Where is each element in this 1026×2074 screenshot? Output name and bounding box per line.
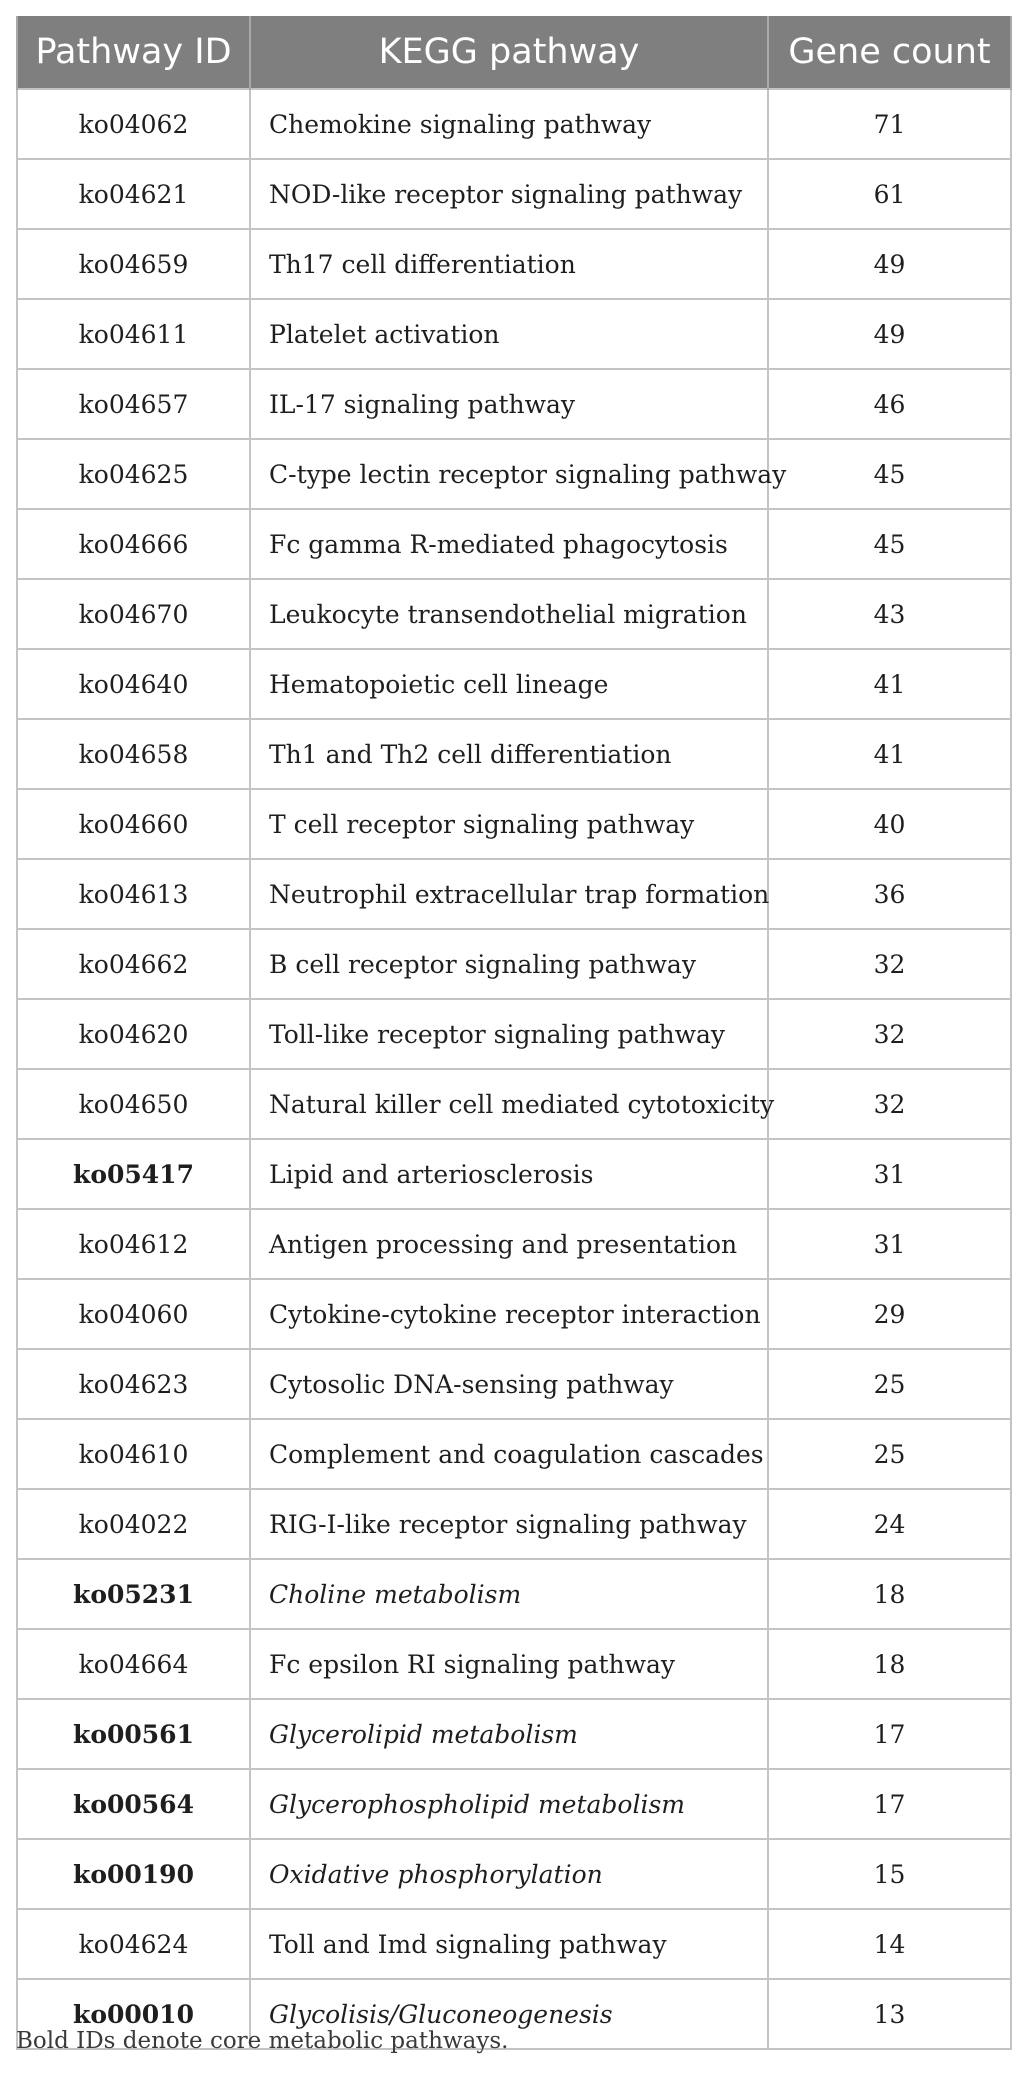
pathway-id-cell: ko04625 <box>17 439 250 509</box>
table-container <box>16 16 1010 2050</box>
pathway-id-cell: ko04022 <box>17 1489 250 1559</box>
table-row <box>17 719 1011 789</box>
pathway-id-cell: ko04650 <box>17 1069 250 1139</box>
table-row <box>17 1069 1011 1139</box>
table-row <box>17 1909 1011 1979</box>
header-row <box>17 16 1011 89</box>
gene-count-cell: 49 <box>768 299 1011 369</box>
pathway-id-cell: ko04612 <box>17 1209 250 1279</box>
gene-count-cell: 32 <box>768 1069 1011 1139</box>
kegg-pathway-cell: Fc gamma R-mediated phagocytosis <box>250 509 768 579</box>
kegg-pathway-cell: Glycolisis/Gluconeogenesis <box>250 1979 768 2049</box>
pathway-id-cell: ko04060 <box>17 1279 250 1349</box>
gene-count-cell: 46 <box>768 369 1011 439</box>
table-row <box>17 1349 1011 1419</box>
kegg-pathway-cell: Complement and coagulation cascades <box>250 1419 768 1489</box>
pathway-id-cell: ko00561 <box>17 1699 250 1769</box>
table-row <box>17 1699 1011 1769</box>
table-row <box>17 999 1011 1069</box>
kegg-pathway-cell: NOD-like receptor signaling pathway <box>250 159 768 229</box>
kegg-pathway-cell: Glycerophospholipid metabolism <box>250 1769 768 1839</box>
kegg-pathway-cell: Th17 cell differentiation <box>250 229 768 299</box>
kegg-pathway-cell: Th1 and Th2 cell differentiation <box>250 719 768 789</box>
pathway-id-cell: ko04666 <box>17 509 250 579</box>
pathway-id-cell: ko04660 <box>17 789 250 859</box>
gene-count-cell: 25 <box>768 1419 1011 1489</box>
table-row <box>17 159 1011 229</box>
kegg-pathway-cell: C-type lectin receptor signaling pathway <box>250 439 768 509</box>
gene-count-cell: 18 <box>768 1629 1011 1699</box>
pathway-id-cell: ko04662 <box>17 929 250 999</box>
pathway-id-cell: ko04658 <box>17 719 250 789</box>
gene-count-cell: 18 <box>768 1559 1011 1629</box>
pathway-id-cell: ko04659 <box>17 229 250 299</box>
kegg-pathway-cell: Natural killer cell mediated cytotoxicity <box>250 1069 768 1139</box>
kegg-pathway-cell: Lipid and arteriosclerosis <box>250 1139 768 1209</box>
pathway-id-cell: ko04664 <box>17 1629 250 1699</box>
gene-count-cell: 41 <box>768 719 1011 789</box>
pathway-id-cell: ko04670 <box>17 579 250 649</box>
kegg-pathway-cell: Platelet activation <box>250 299 768 369</box>
gene-count-cell: 40 <box>768 789 1011 859</box>
kegg-pathway-cell: Glycerolipid metabolism <box>250 1699 768 1769</box>
gene-count-cell: 45 <box>768 509 1011 579</box>
pathway-id-cell: ko04062 <box>17 89 250 159</box>
header-gene-count: Gene count <box>768 16 1011 89</box>
gene-count-cell: 43 <box>768 579 1011 649</box>
gene-count-cell: 32 <box>768 929 1011 999</box>
gene-count-cell: 45 <box>768 439 1011 509</box>
pathway-id-cell: ko04623 <box>17 1349 250 1419</box>
table-footnote: Bold IDs denote core metabolic pathways. <box>16 2028 509 2054</box>
table-row <box>17 1419 1011 1489</box>
gene-count-cell: 32 <box>768 999 1011 1069</box>
pathway-id-cell: ko05231 <box>17 1559 250 1629</box>
pathway-id-cell: ko04657 <box>17 369 250 439</box>
kegg-pathway-cell: Neutrophil extracellular trap formation <box>250 859 768 929</box>
table-row <box>17 649 1011 719</box>
gene-count-cell: 25 <box>768 1349 1011 1419</box>
gene-count-cell: 29 <box>768 1279 1011 1349</box>
pathway-id-cell: ko00564 <box>17 1769 250 1839</box>
kegg-pathway-cell: Toll-like receptor signaling pathway <box>250 999 768 1069</box>
header-pathway-id: Pathway ID <box>17 16 250 89</box>
gene-count-cell: 61 <box>768 159 1011 229</box>
pathway-id-cell: ko04640 <box>17 649 250 719</box>
table-row <box>17 509 1011 579</box>
header-kegg-pathway: KEGG pathway <box>250 16 768 89</box>
pathway-id-cell: ko00010 <box>17 1979 250 2049</box>
table-row <box>17 1559 1011 1629</box>
table-row <box>17 439 1011 509</box>
gene-count-cell: 71 <box>768 89 1011 159</box>
pathway-id-cell: ko04624 <box>17 1909 250 1979</box>
table-row <box>17 1629 1011 1699</box>
gene-count-cell: 15 <box>768 1839 1011 1909</box>
kegg-pathway-cell: Hematopoietic cell lineage <box>250 649 768 719</box>
kegg-pathway-cell: Leukocyte transendothelial migration <box>250 579 768 649</box>
table-row <box>17 229 1011 299</box>
kegg-pathway-cell: Chemokine signaling pathway <box>250 89 768 159</box>
table-row <box>17 1209 1011 1279</box>
table-row <box>17 369 1011 439</box>
table-row <box>17 1839 1011 1909</box>
gene-count-cell: 31 <box>768 1139 1011 1209</box>
kegg-pathway-cell: T cell receptor signaling pathway <box>250 789 768 859</box>
gene-count-cell: 17 <box>768 1699 1011 1769</box>
gene-count-cell: 14 <box>768 1909 1011 1979</box>
pathway-id-cell: ko04620 <box>17 999 250 1069</box>
pathway-id-cell: ko04621 <box>17 159 250 229</box>
gene-count-cell: 24 <box>768 1489 1011 1559</box>
gene-count-cell: 13 <box>768 1979 1011 2049</box>
pathway-id-cell: ko00190 <box>17 1839 250 1909</box>
pathway-id-cell: ko04613 <box>17 859 250 929</box>
kegg-pathway-cell: Choline metabolism <box>250 1559 768 1629</box>
kegg-pathway-cell: Antigen processing and presentation <box>250 1209 768 1279</box>
gene-count-cell: 36 <box>768 859 1011 929</box>
table-row <box>17 1769 1011 1839</box>
kegg-pathway-table <box>16 16 1012 2050</box>
table-row <box>17 1489 1011 1559</box>
pathway-id-cell: ko05417 <box>17 1139 250 1209</box>
kegg-pathway-cell: Cytokine-cytokine receptor interaction <box>250 1279 768 1349</box>
table-row <box>17 1279 1011 1349</box>
table-row <box>17 299 1011 369</box>
gene-count-cell: 49 <box>768 229 1011 299</box>
pathway-id-cell: ko04611 <box>17 299 250 369</box>
kegg-pathway-cell: B cell receptor signaling pathway <box>250 929 768 999</box>
table-row <box>17 789 1011 859</box>
table-row <box>17 929 1011 999</box>
table-row <box>17 89 1011 159</box>
table-row <box>17 1139 1011 1209</box>
kegg-pathway-cell: Fc epsilon RI signaling pathway <box>250 1629 768 1699</box>
gene-count-cell: 41 <box>768 649 1011 719</box>
gene-count-cell: 17 <box>768 1769 1011 1839</box>
table-row <box>17 579 1011 649</box>
table-row <box>17 859 1011 929</box>
gene-count-cell: 31 <box>768 1209 1011 1279</box>
kegg-pathway-cell: Cytosolic DNA-sensing pathway <box>250 1349 768 1419</box>
kegg-pathway-cell: RIG-I-like receptor signaling pathway <box>250 1489 768 1559</box>
kegg-pathway-cell: Toll and Imd signaling pathway <box>250 1909 768 1979</box>
kegg-pathway-cell: Oxidative phosphorylation <box>250 1839 768 1909</box>
kegg-pathway-cell: IL-17 signaling pathway <box>250 369 768 439</box>
pathway-id-cell: ko04610 <box>17 1419 250 1489</box>
